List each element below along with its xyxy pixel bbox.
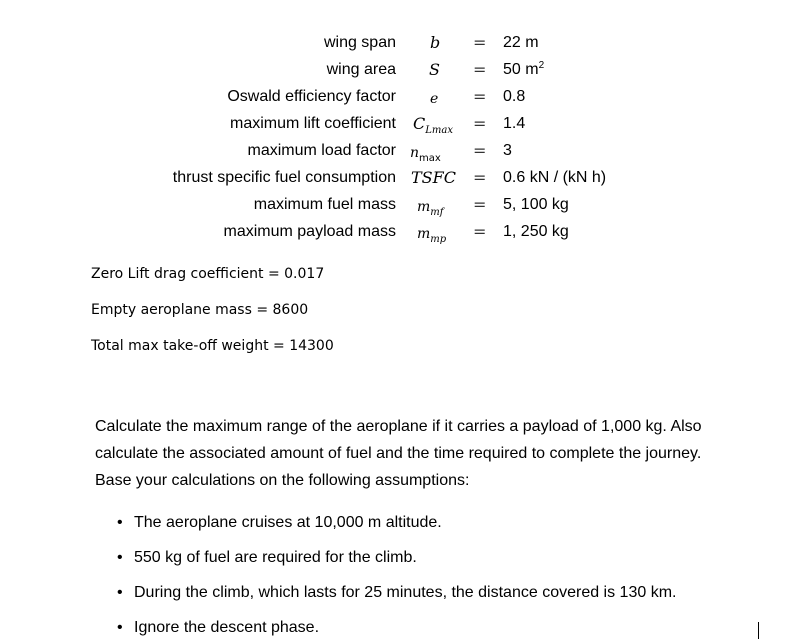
equals-sign: = bbox=[473, 222, 487, 241]
param-value bbox=[503, 87, 525, 107]
equals-sign: = bbox=[473, 141, 487, 160]
list-item-text: The aeroplane cruises at 10,000 m altitude. bbox=[134, 514, 442, 531]
param-label: wing area bbox=[326, 61, 396, 78]
subscript-max: max bbox=[431, 125, 453, 136]
equals-sign: = bbox=[473, 33, 487, 52]
bullet-icon: • bbox=[117, 619, 123, 636]
param-value bbox=[503, 33, 539, 53]
param-symbol bbox=[430, 33, 440, 53]
note-empty-mass: Empty aeroplane mass = 8600 bbox=[91, 302, 309, 318]
equals-sign: = bbox=[473, 195, 487, 214]
note-zero-lift-drag: Zero Lift drag coefficient = 0.017 bbox=[91, 266, 325, 282]
symbol-subscript: mp bbox=[430, 234, 447, 245]
param-value bbox=[503, 114, 525, 134]
param-label: maximum load factor bbox=[247, 142, 396, 159]
param-label: Oswald efficiency factor bbox=[227, 88, 396, 105]
param-row-tsfc bbox=[0, 168, 797, 195]
param-row-wing-area bbox=[0, 60, 797, 87]
symbol-main: b bbox=[430, 33, 441, 52]
param-label: maximum payload mass bbox=[223, 223, 396, 240]
problem-line: Base your calculations on the following assumptions: bbox=[95, 472, 470, 489]
equals-sign: = bbox=[473, 87, 487, 106]
value-text: 22 m bbox=[503, 34, 539, 51]
list-item-text: 550 kg of fuel are required for the climb. bbox=[134, 549, 417, 566]
param-value bbox=[503, 60, 544, 80]
symbol-main: e bbox=[430, 91, 439, 107]
value-text: 1.4 bbox=[503, 115, 526, 132]
value-superscript: 2 bbox=[538, 60, 545, 71]
param-symbol bbox=[417, 224, 446, 244]
param-value bbox=[503, 141, 512, 161]
param-symbol bbox=[430, 89, 438, 109]
symbol-main: C bbox=[413, 114, 426, 133]
problem-line: Calculate the maximum range of the aeroplane if it carries a payload of 1,000 kg. Also bbox=[95, 418, 702, 435]
value-text: 3 bbox=[503, 142, 512, 159]
param-row-max-payload bbox=[0, 222, 797, 249]
bullet-icon: • bbox=[117, 514, 123, 531]
value-text: 5, 100 kg bbox=[503, 196, 569, 213]
equals-sign: = bbox=[473, 60, 487, 79]
problem-line: calculate the associated amount of fuel and the time required to complete the journey. bbox=[95, 445, 702, 462]
param-symbol bbox=[429, 60, 440, 80]
subscript-l: L bbox=[425, 125, 432, 136]
param-value bbox=[503, 168, 606, 188]
value-text: 50 m bbox=[503, 61, 539, 78]
list-item-text: During the climb, which lasts for 25 minutes, the distance covered is 130 km. bbox=[134, 584, 677, 601]
param-label: wing span bbox=[323, 34, 396, 51]
symbol-main: TSFC bbox=[411, 168, 456, 187]
param-symbol bbox=[410, 143, 441, 163]
value-text: 0.6 kN / (kN h) bbox=[503, 169, 607, 186]
param-value bbox=[503, 222, 569, 242]
list-item-text: Ignore the descent phase. bbox=[134, 619, 320, 636]
param-row-wing-span bbox=[0, 33, 797, 60]
symbol-subscript: mf bbox=[430, 207, 444, 218]
param-row-max-fuel bbox=[0, 195, 797, 222]
symbol-subscript bbox=[425, 125, 453, 136]
param-symbol bbox=[417, 197, 443, 217]
note-max-takeoff-weight: Total max take-off weight = 14300 bbox=[91, 338, 334, 354]
param-symbol bbox=[413, 114, 453, 134]
symbol-main: m bbox=[417, 199, 431, 215]
param-label: maximum fuel mass bbox=[253, 196, 396, 213]
value-text: 1, 250 kg bbox=[503, 223, 569, 240]
param-value bbox=[503, 195, 569, 215]
equals-sign: = bbox=[473, 168, 487, 187]
equals-sign: = bbox=[473, 114, 487, 133]
symbol-main: m bbox=[417, 226, 431, 242]
bullet-icon: • bbox=[117, 584, 123, 601]
text-cursor bbox=[758, 622, 759, 639]
param-row-load-factor bbox=[0, 141, 797, 168]
symbol-subscript: max bbox=[419, 153, 441, 164]
param-symbol bbox=[411, 168, 456, 188]
bullet-icon: • bbox=[117, 549, 123, 566]
param-row-oswald bbox=[0, 87, 797, 114]
param-row-max-lift bbox=[0, 114, 797, 141]
param-label: maximum lift coefficient bbox=[230, 115, 396, 132]
symbol-main: n bbox=[410, 145, 420, 161]
param-label: thrust specific fuel consumption bbox=[172, 169, 396, 186]
value-text: 0.8 bbox=[503, 88, 526, 105]
symbol-main: S bbox=[429, 60, 440, 79]
